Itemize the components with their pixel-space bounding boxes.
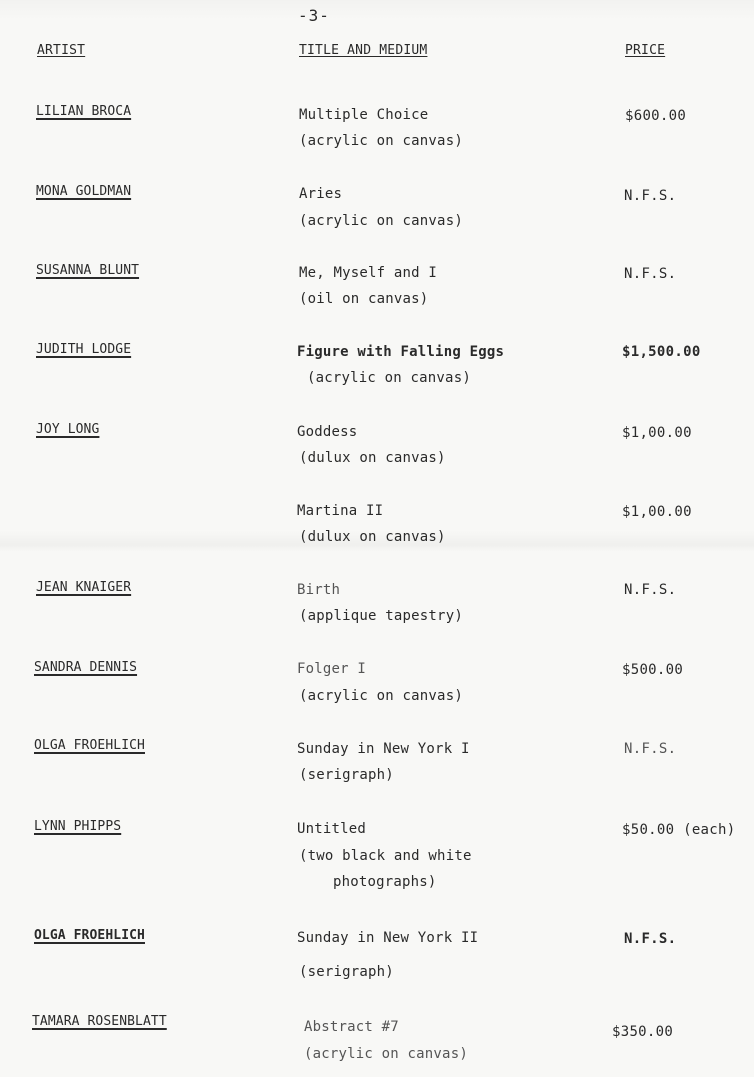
artwork-medium: (acrylic on canvas) xyxy=(299,133,463,149)
artist-name: JOY LONG xyxy=(36,422,100,437)
artwork-medium: (serigraph) xyxy=(299,964,394,980)
artist-name: MONA GOLDMAN xyxy=(36,184,132,199)
header-title-and-medium: TITLE AND MEDIUM xyxy=(299,43,428,58)
artwork-medium: (acrylic on canvas) xyxy=(299,688,463,704)
artwork-medium: (dulux on canvas) xyxy=(299,450,446,466)
artwork-price: N.F.S. xyxy=(624,741,677,757)
artist-name: TAMARA ROSENBLATT xyxy=(32,1014,167,1029)
artist-name: OLGA FROEHLICH xyxy=(34,738,145,753)
artwork-title: Folger I xyxy=(297,661,367,677)
artwork-title: Birth xyxy=(297,582,341,598)
artwork-price: $1,500.00 xyxy=(622,344,701,360)
artist-name: OLGA FROEHLICH xyxy=(34,928,145,943)
artwork-title: Multiple Choice xyxy=(299,107,429,123)
header-artist: ARTIST xyxy=(37,43,86,58)
artwork-medium: (acrylic on canvas) xyxy=(307,370,471,386)
artwork-title: Abstract #7 xyxy=(304,1019,399,1035)
artist-name: JEAN KNAIGER xyxy=(36,580,132,595)
artwork-title: Martina II xyxy=(297,503,384,519)
artist-name: LILIAN BROCA xyxy=(36,104,132,119)
artwork-price: $600.00 xyxy=(625,108,687,124)
artist-name: SANDRA DENNIS xyxy=(34,660,138,675)
artist-name: JUDITH LODGE xyxy=(36,342,132,357)
artwork-title: Goddess xyxy=(297,424,358,440)
artwork-price: N.F.S. xyxy=(624,931,677,947)
artwork-price: $1,00.00 xyxy=(622,425,692,441)
artwork-title: Sunday in New York II xyxy=(297,930,479,946)
artwork-medium: (serigraph) xyxy=(299,767,394,783)
artwork-title: Figure with Falling Eggs xyxy=(297,344,505,360)
header-price: PRICE xyxy=(625,43,666,58)
artist-name: LYNN PHIPPS xyxy=(34,819,122,834)
artwork-medium: (acrylic on canvas) xyxy=(304,1046,468,1062)
artwork-price: $350.00 xyxy=(612,1024,674,1040)
artwork-title: Me, Myself and I xyxy=(299,265,438,281)
artwork-price: N.F.S. xyxy=(624,582,677,598)
artwork-medium: (oil on canvas) xyxy=(299,291,429,307)
artwork-title: Untitled xyxy=(297,821,367,837)
artwork-price: N.F.S. xyxy=(624,266,677,282)
artwork-medium: (acrylic on canvas) xyxy=(299,213,463,229)
artwork-title: Sunday in New York I xyxy=(297,741,470,757)
page-number: -3- xyxy=(298,6,330,25)
artwork-price: $1,00.00 xyxy=(622,504,692,520)
artist-name: SUSANNA BLUNT xyxy=(36,263,140,278)
artwork-medium-continued: photographs) xyxy=(333,874,437,890)
artwork-price: $50.00 (each) xyxy=(622,822,736,838)
artwork-medium: (dulux on canvas) xyxy=(299,529,446,545)
artwork-price: N.F.S. xyxy=(624,188,677,204)
artwork-medium: (two black and white xyxy=(299,848,472,864)
artwork-medium: (applique tapestry) xyxy=(299,608,463,624)
artwork-title: Aries xyxy=(299,186,343,202)
artwork-price: $500.00 xyxy=(622,662,684,678)
